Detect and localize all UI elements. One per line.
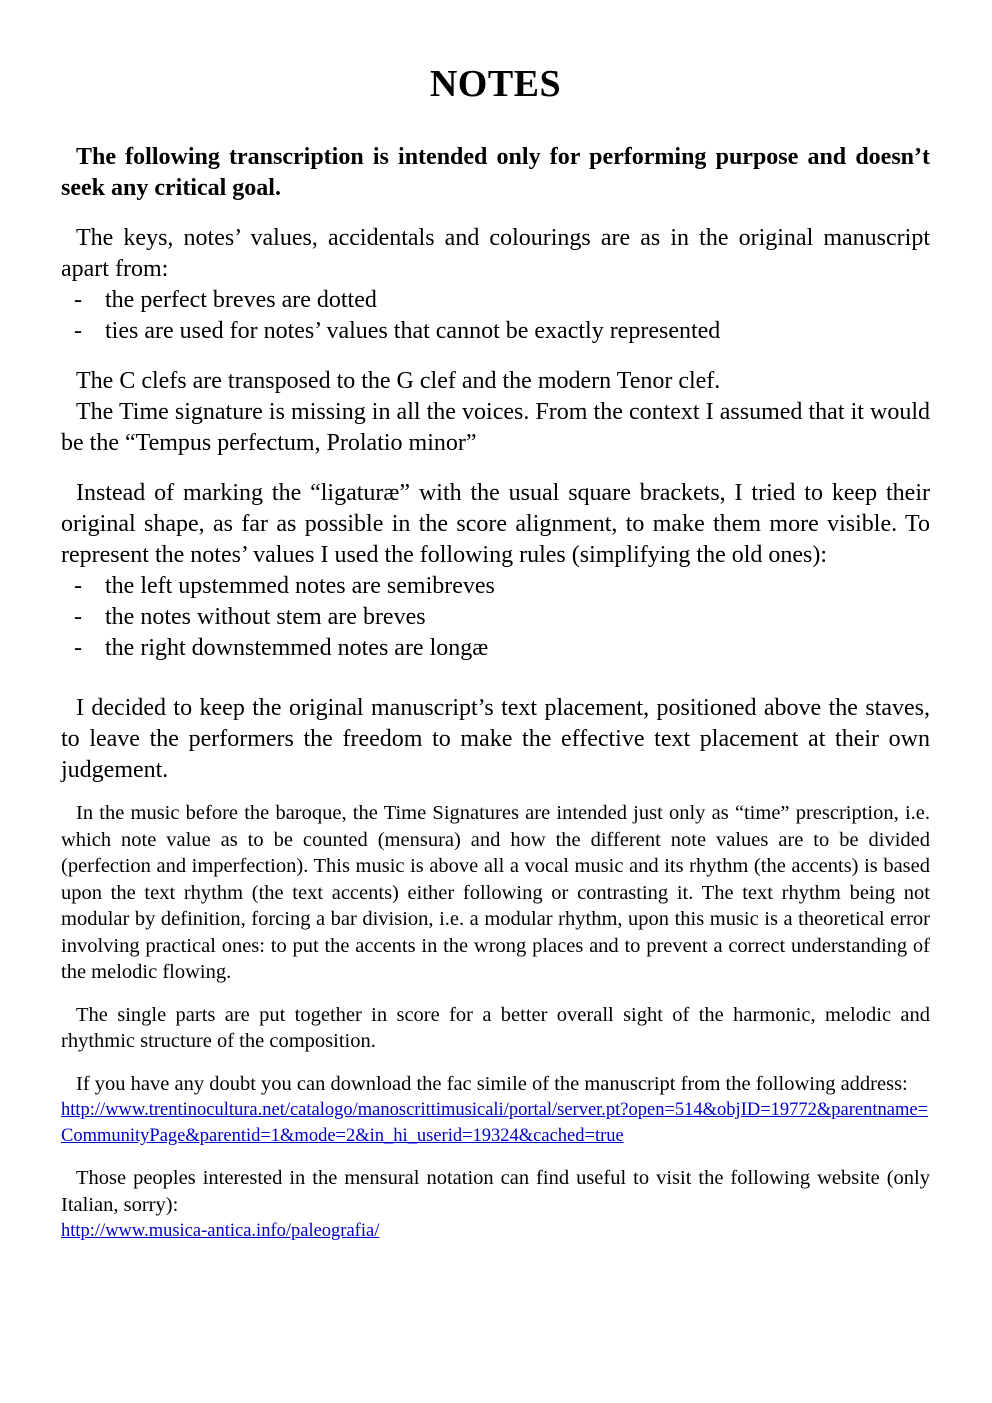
clefs-paragraph: The C clefs are transposed to the G clef and the modern Tenor clef. [76,368,721,394]
keys-list [61,285,930,347]
download-paragraph: If you have any doubt you can download the fac simile of the manuscript from the following address: [76,1072,908,1095]
keys-paragraph: The keys, notes’ values, accidentals and colourings are as in the original manuscript apart from: [61,225,930,282]
dash-bullet: - [74,604,82,630]
dash-bullet: - [74,573,82,599]
list-item: - the notes without stem are breves [61,602,930,633]
ligature-paragraph: Instead of marking the “ligaturæ” with the usual square brackets, I tried to keep their original shape, as far as possible in the score alignment, to make them more visible. To represent the notes’ values I used the following rules (simplifying the old ones): [61,480,930,568]
baroque-paragraph: In the music before the baroque, the Time Signatures are intended just only as “time” prescription, i.e. which note value as to be counted (mensura) and how the different note values are to be divided (perfection and imperfection). This music is above all a vocal music and its rhythm (the accents) is based upon the text rhythm (the text accents) either following or contrasting it. The text rhythm being not modular by definition, forcing a bar division, i.e. a modular rhythm, upon this music is a theoretical error involving practical ones: to put the accents in the wrong places and to prevent a correct understanding of the melodic flowing. [61,802,930,983]
list-item: - the right downstemmed notes are longæ [61,633,930,664]
time-signature-paragraph: The Time signature is missing in all the voices. From the context I assumed that it would be the “Tempus perfectum, Prolatio minor” [61,399,930,456]
score-paragraph: The single parts are put together in score for a better overall sight of the harmonic, melodic and rhythmic structure of the composition. [61,1003,930,1052]
page-content [61,60,930,1244]
intro-paragraph: The following transcription is intended only for performing purpose and doesn’t seek any critical goal. [61,144,930,201]
mensural-paragraph: Those peoples interested in the mensural notation can find useful to visit the following website (only Italian, sorry): [61,1167,930,1216]
paleografia-link[interactable]: http://www.musica-antica.info/paleografia/ [61,1221,380,1241]
page-title: NOTES [429,63,562,105]
dash-bullet: - [74,318,82,344]
text-placement-paragraph: I decided to keep the original manuscript’s text placement, positioned above the staves, to leave the performers the freedom to make the effective text placement at their own judgement. [61,695,930,783]
list-item: - ties are used for notes’ values that cannot be exactly represented [61,316,930,347]
list-item: - the left upstemmed notes are semibreves [61,571,930,602]
list-item: - the perfect breves are dotted [61,285,930,316]
manuscript-link[interactable]: http://www.trentinocultura.net/catalogo/manoscrittimusicali/portal/server.pt?open=514&objID=19772&parentname=CommunityPage&parentid=1&mode=2&in_hi_userid=19324&cached=true [61,1100,929,1146]
ligature-list [61,571,930,664]
dash-bullet: - [74,287,82,313]
dash-bullet: - [74,635,82,661]
